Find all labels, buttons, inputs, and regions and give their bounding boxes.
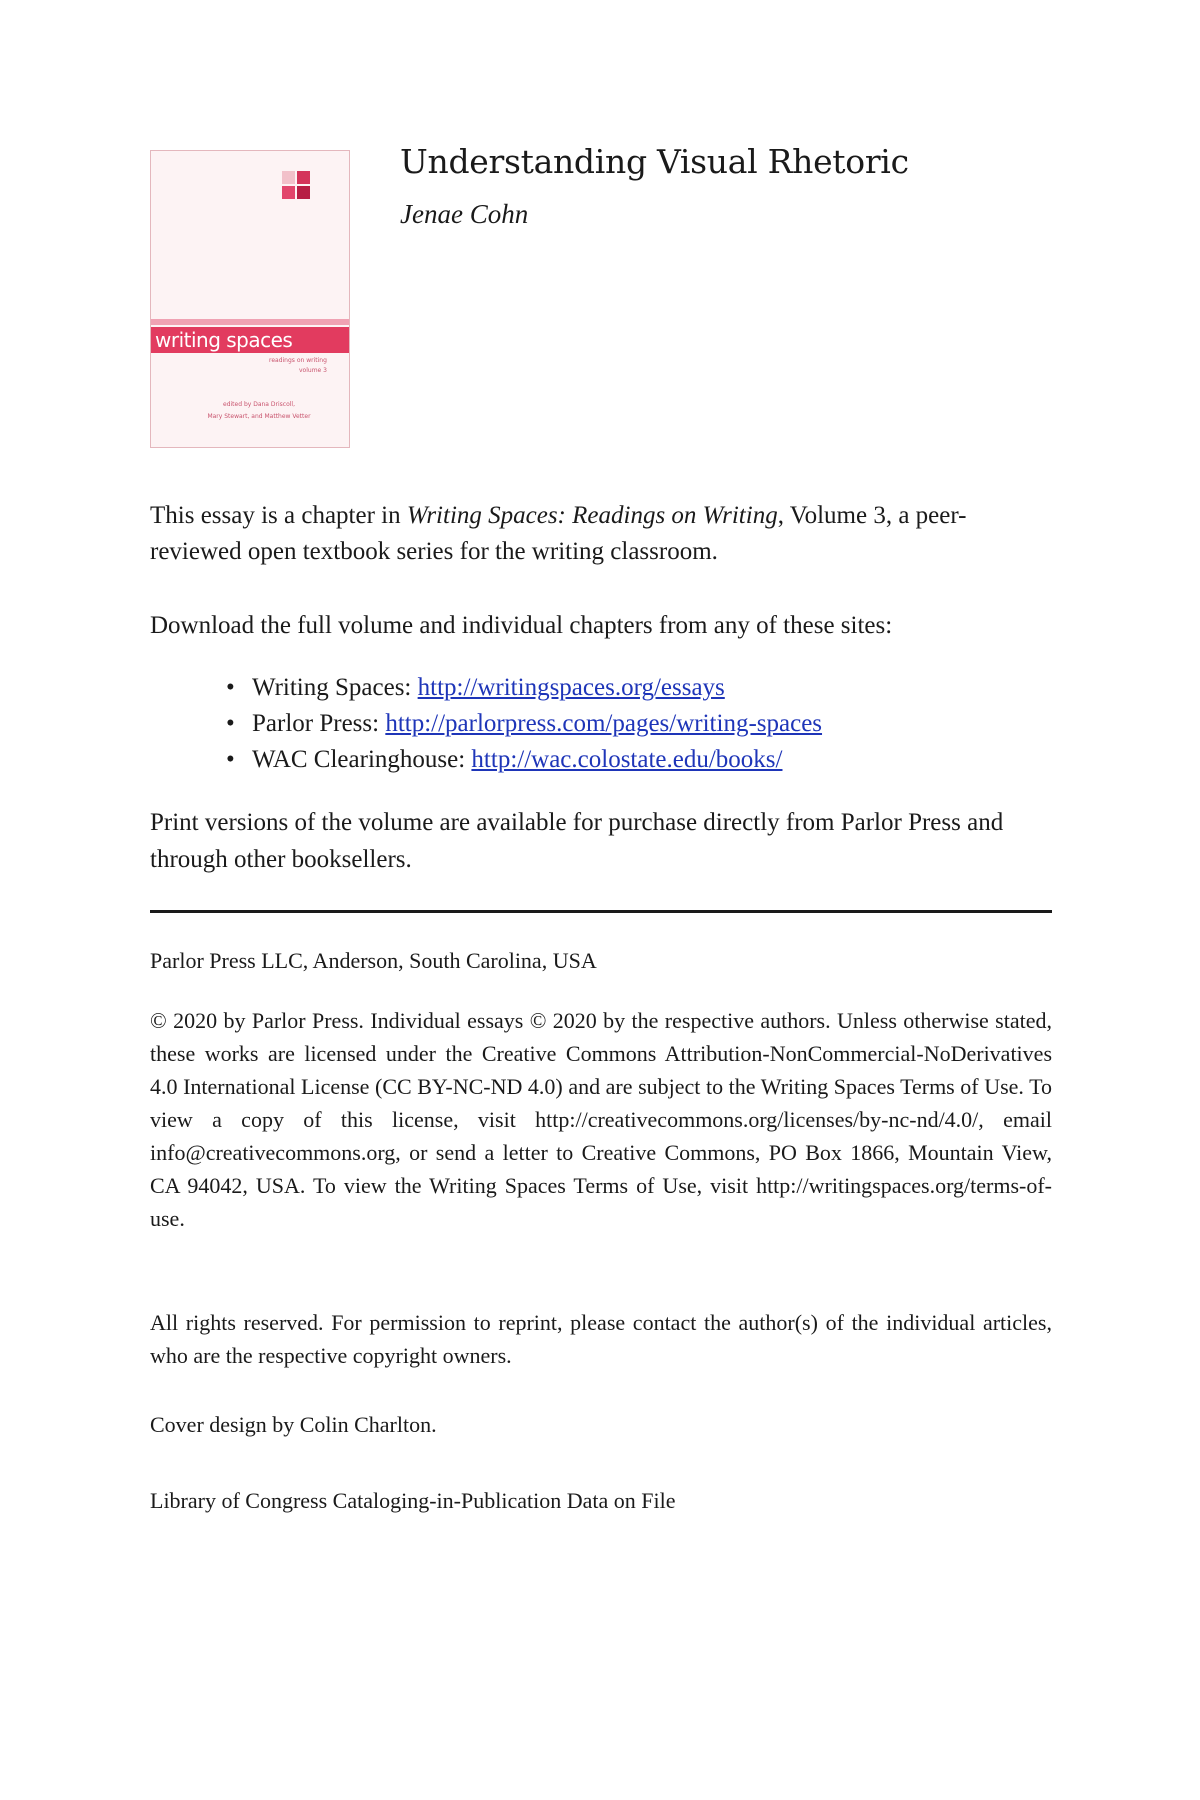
download-site-list: [226, 670, 1046, 778]
copyright-notice: © 2020 by Parlor Press. Individual essays © 2020 by the respective authors. Unless otherwise stated, these works are licensed under the Creative Commons Attribution-NonCommercial-NoDerivatives 4.0 International License (CC BY-NC-ND 4.0) and are subject to the Writing Spaces Terms of Use. To view a copy of this license, visit http://creativecommons.org/licenses/by-nc-nd/4.0/, email info@creativecommons.org, or send a letter to Creative Commons, PO Box 1866, Mountain View, CA 94042, USA. To view the Writing Spaces Terms of Use, visit http://writingspaces.org/terms-of-use.: [150, 1008, 1052, 1231]
bullet-icon: •: [226, 746, 235, 773]
cover-title: writing spaces: [155, 328, 293, 352]
cover-square-mid: [282, 186, 295, 199]
chapter-title: Understanding Visual Rhetoric: [400, 142, 909, 181]
bullet-icon: •: [226, 674, 235, 701]
book-cover-image: [150, 150, 350, 448]
rights-notice: All rights reserved. For permission to reprint, please contact the author(s) of the individual articles, who are the respective copyright owners.: [150, 1310, 1052, 1368]
site-label: Writing Spaces:: [252, 674, 418, 701]
cover-design-credit: Cover design by Colin Charlton.: [150, 1412, 437, 1437]
list-item: [226, 706, 1046, 742]
cover-square-dark: [297, 171, 310, 184]
cover-editors-line-2: Mary Stewart, and Matthew Vetter: [207, 413, 311, 420]
cover-volume: volume 3: [299, 367, 327, 374]
download-lead: Download the full volume and individual chapters from any of these sites:: [150, 612, 893, 639]
cover-thin-band: [151, 319, 350, 325]
wac-clearinghouse-link[interactable]: http://wac.colostate.edu/books/: [471, 746, 783, 773]
intro-text-before: This essay is a chapter in: [150, 502, 407, 529]
section-divider: [150, 910, 1052, 913]
cover-editors-line-1: edited by Dana Driscoll,: [223, 401, 295, 408]
cip-notice: Library of Congress Cataloging-in-Publication Data on File: [150, 1488, 676, 1513]
site-label: Parlor Press:: [252, 710, 386, 737]
list-item: [226, 670, 1046, 706]
publisher-line: Parlor Press LLC, Anderson, South Carolina, USA: [150, 948, 597, 973]
bullet-icon: •: [226, 710, 235, 737]
list-item: [226, 742, 1046, 778]
intro-paragraph: [150, 498, 1050, 570]
book-title: Writing Spaces: Readings on Writing: [406, 502, 778, 529]
cover-subtitle: readings on writing: [269, 357, 327, 364]
intro-text-after: , Volume 3, a peer-reviewed open textbook series for the writing classroom.: [150, 502, 967, 565]
cover-square-light: [282, 171, 295, 184]
site-label: WAC Clearinghouse:: [252, 746, 472, 773]
parlor-press-link[interactable]: http://parlorpress.com/pages/writing-spaces: [385, 710, 823, 737]
print-note: Print versions of the volume are available for purchase directly from Parlor Press and through other booksellers.: [150, 809, 1004, 873]
chapter-author: Jenae Cohn: [400, 199, 529, 229]
cover-square-deep: [297, 186, 310, 199]
writing-spaces-link[interactable]: http://writingspaces.org/essays: [417, 674, 725, 701]
